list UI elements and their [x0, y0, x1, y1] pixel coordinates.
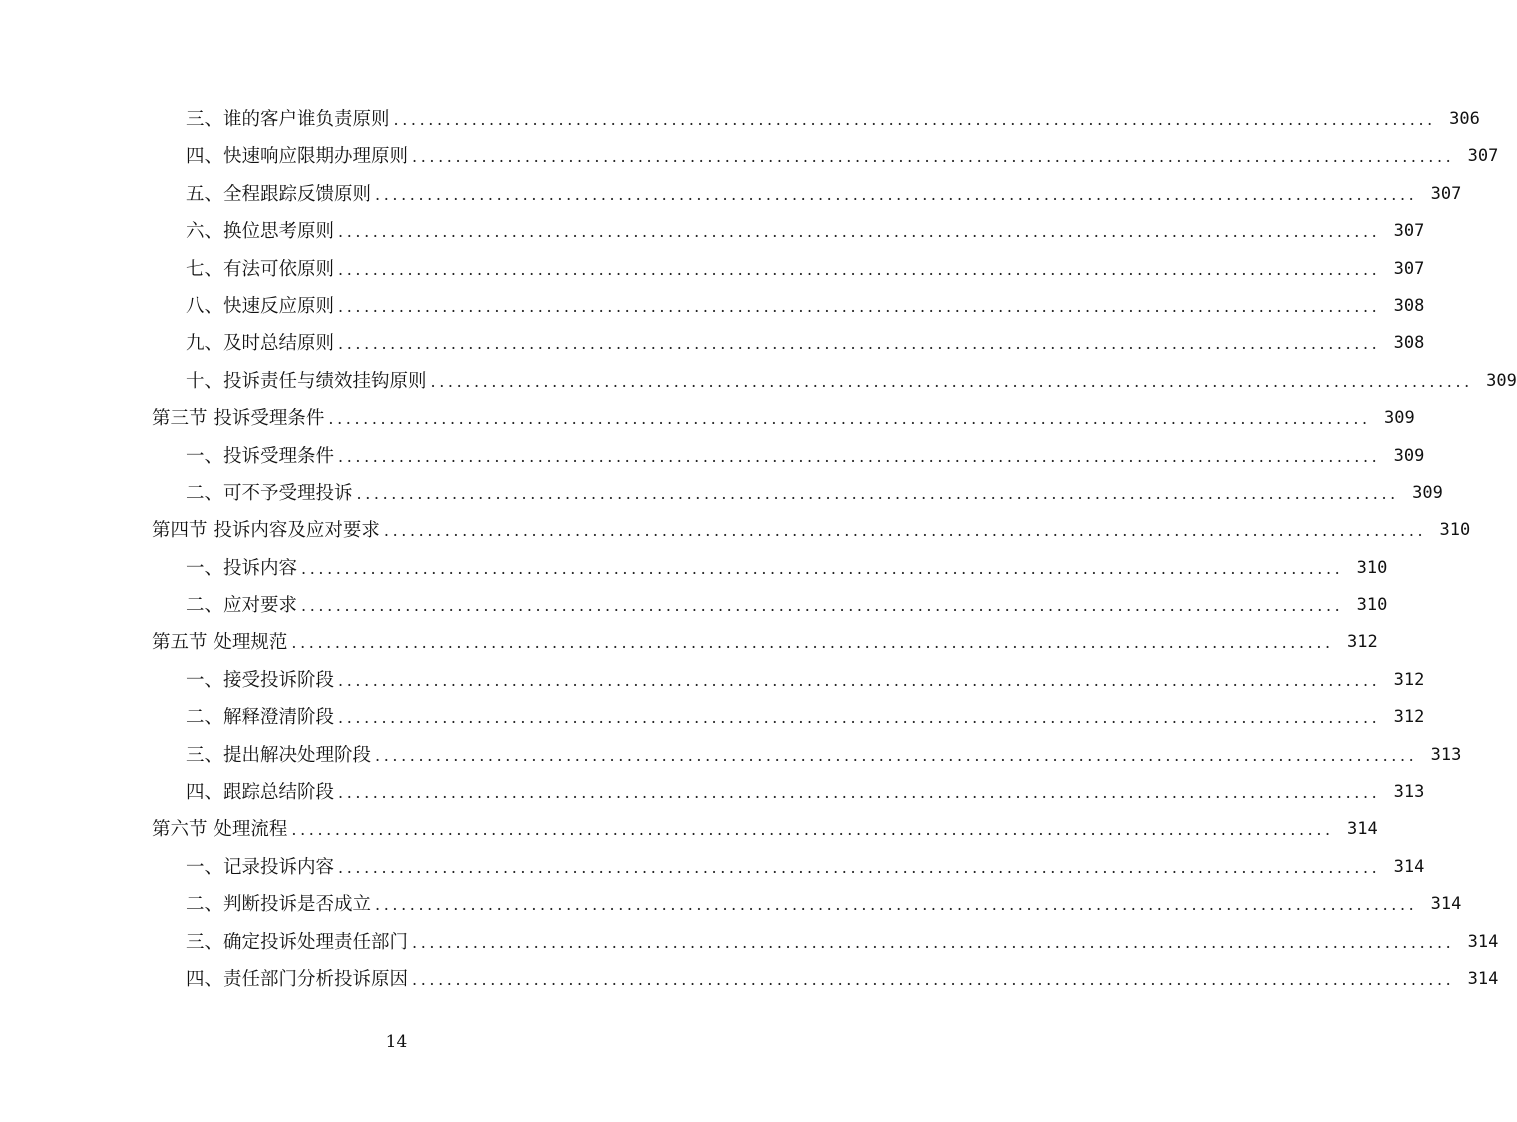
- toc-entry-label: 四、责任部门分析投诉原因: [186, 968, 409, 990]
- toc-entry-page-number: 310: [1356, 557, 1388, 578]
- toc-section-entry[interactable]: [0, 400, 1415, 437]
- dot-leader: ........................................................................................................................: [338, 446, 1381, 466]
- toc-entry-label: 一、投诉受理条件: [186, 445, 335, 467]
- dot-leader: ........................................................................................................................: [301, 558, 1344, 578]
- toc-subsection-entry[interactable]: [0, 138, 1499, 175]
- dot-leader: ........................................................................................................................: [301, 596, 1344, 616]
- toc-entry-page-number: 310: [1356, 595, 1388, 616]
- toc-entry-label: 二、可不予受理投诉: [186, 482, 353, 504]
- toc-subsection-entry[interactable]: [0, 251, 1425, 288]
- dot-leader: ........................................................................................................................: [338, 857, 1381, 877]
- toc-entry-page-number: 307: [1467, 146, 1499, 167]
- toc-subsection-entry[interactable]: [0, 886, 1462, 923]
- toc-entry-label: 一、记录投诉内容: [186, 856, 335, 878]
- toc-entry-label: 五、全程跟踪反馈原则: [186, 183, 372, 205]
- toc-subsection-entry[interactable]: [0, 924, 1499, 961]
- toc-entry-label: 一、投诉内容: [186, 557, 298, 579]
- toc-section-entry[interactable]: [0, 811, 1378, 848]
- toc-entry-label: 三、确定投诉处理责任部门: [186, 931, 409, 953]
- toc-entry-page-number: 313: [1393, 782, 1425, 803]
- toc-subsection-entry[interactable]: [0, 662, 1425, 699]
- dot-leader: ........................................................................................................................: [338, 670, 1381, 690]
- toc-entry-page-number: 309: [1393, 445, 1425, 466]
- dot-leader: ........................................................................................................................: [430, 371, 1473, 391]
- toc-entry-label: 八、快速反应原则: [186, 295, 335, 317]
- toc-subsection-entry[interactable]: [0, 213, 1425, 250]
- dot-leader: ........................................................................................................................: [338, 259, 1381, 279]
- toc-entry-page-number: 306: [1449, 109, 1480, 129]
- dot-leader: ........................................................................................................................: [393, 110, 1436, 129]
- dot-leader: ........................................................................................................................: [383, 521, 1427, 541]
- toc-entry-page-number: 309: [1412, 482, 1443, 503]
- toc-subsection-entry[interactable]: [0, 774, 1425, 811]
- toc-entry-page-number: 314: [1430, 894, 1462, 915]
- toc-entry-label: 三、谁的客户谁负责原则: [186, 109, 390, 130]
- toc-subsection-entry[interactable]: [0, 325, 1425, 362]
- toc-entry-label: 六、换位思考原则: [186, 221, 335, 243]
- toc-entry-page-number: 314: [1467, 968, 1499, 989]
- toc-entry-page-number: 313: [1430, 744, 1462, 765]
- toc-entry-page-number: 307: [1430, 183, 1462, 204]
- dot-leader: ........................................................................................................................: [291, 633, 1334, 653]
- toc-subsection-entry[interactable]: [0, 363, 1517, 400]
- toc-entry-page-number: 308: [1393, 295, 1425, 316]
- toc-entry-label: 二、解释澄清阶段: [186, 707, 335, 729]
- toc-entry-label: 二、应对要求: [186, 595, 298, 617]
- toc-entry-page-number: 314: [1393, 856, 1425, 877]
- toc-subsection-entry[interactable]: [0, 475, 1443, 512]
- toc-entry-page-number: 312: [1393, 669, 1425, 690]
- dot-leader: ........................................................................................................................: [328, 409, 1371, 429]
- toc-subsection-entry[interactable]: [0, 737, 1462, 774]
- toc-subsection-entry[interactable]: [0, 699, 1425, 736]
- toc-entry-page-number: 309: [1486, 370, 1517, 391]
- toc-entry-page-number: 310: [1439, 520, 1471, 541]
- page-number: 14: [385, 1032, 408, 1052]
- dot-leader: ........................................................................................................................: [338, 222, 1381, 242]
- toc-entry-label: 第三节 投诉受理条件: [152, 408, 325, 430]
- dot-leader: ........................................................................................................................: [356, 483, 1399, 503]
- dot-leader: ........................................................................................................................: [338, 334, 1381, 354]
- toc-section-entry[interactable]: [0, 624, 1378, 661]
- toc-entry-label: 二、判断投诉是否成立: [186, 894, 372, 916]
- toc-entry-label: 四、快速响应限期办理原则: [186, 146, 409, 168]
- toc-subsection-entry[interactable]: [0, 849, 1425, 886]
- dot-leader: ........................................................................................................................: [338, 783, 1381, 803]
- toc-entry-label: 十、投诉责任与绩效挂钩原则: [186, 370, 427, 392]
- dot-leader: ........................................................................................................................: [338, 296, 1381, 316]
- table-of-contents: [0, 101, 1517, 998]
- toc-entry-page-number: 307: [1393, 258, 1425, 279]
- toc-entry-label: 第五节 处理规范: [152, 632, 288, 654]
- toc-entry-page-number: 312: [1346, 632, 1378, 653]
- toc-entry-label: 九、及时总结原则: [186, 333, 335, 355]
- toc-subsection-entry[interactable]: [0, 176, 1462, 213]
- toc-entry-page-number: 314: [1346, 819, 1378, 840]
- toc-section-entry[interactable]: [0, 512, 1471, 549]
- dot-leader: ........................................................................................................................: [412, 932, 1455, 952]
- dot-leader: ........................................................................................................................: [412, 969, 1455, 989]
- dot-leader: ........................................................................................................................: [338, 708, 1381, 728]
- toc-subsection-entry[interactable]: [0, 438, 1425, 475]
- toc-subsection-entry[interactable]: [0, 101, 1480, 138]
- toc-entry-label: 七、有法可依原则: [186, 258, 335, 280]
- toc-entry-label: 第六节 处理流程: [152, 819, 288, 841]
- dot-leader: ........................................................................................................................: [412, 147, 1455, 167]
- toc-subsection-entry[interactable]: [0, 550, 1388, 587]
- toc-subsection-entry[interactable]: [0, 288, 1425, 325]
- toc-entry-page-number: 307: [1393, 221, 1425, 242]
- dot-leader: ........................................................................................................................: [375, 895, 1418, 915]
- toc-entry-label: 三、提出解决处理阶段: [186, 744, 372, 766]
- dot-leader: ........................................................................................................................: [291, 820, 1334, 840]
- toc-entry-page-number: 314: [1467, 931, 1499, 952]
- toc-entry-page-number: 309: [1383, 408, 1415, 429]
- dot-leader: ........................................................................................................................: [375, 184, 1418, 204]
- dot-leader: ........................................................................................................................: [375, 745, 1418, 765]
- toc-entry-page-number: 312: [1393, 707, 1425, 728]
- toc-entry-label: 第四节 投诉内容及应对要求: [152, 520, 380, 542]
- toc-entry-label: 四、跟踪总结阶段: [186, 782, 335, 804]
- toc-subsection-entry[interactable]: [0, 961, 1499, 998]
- toc-subsection-entry[interactable]: [0, 587, 1388, 624]
- toc-entry-page-number: 308: [1393, 333, 1425, 354]
- toc-entry-label: 一、接受投诉阶段: [186, 669, 335, 691]
